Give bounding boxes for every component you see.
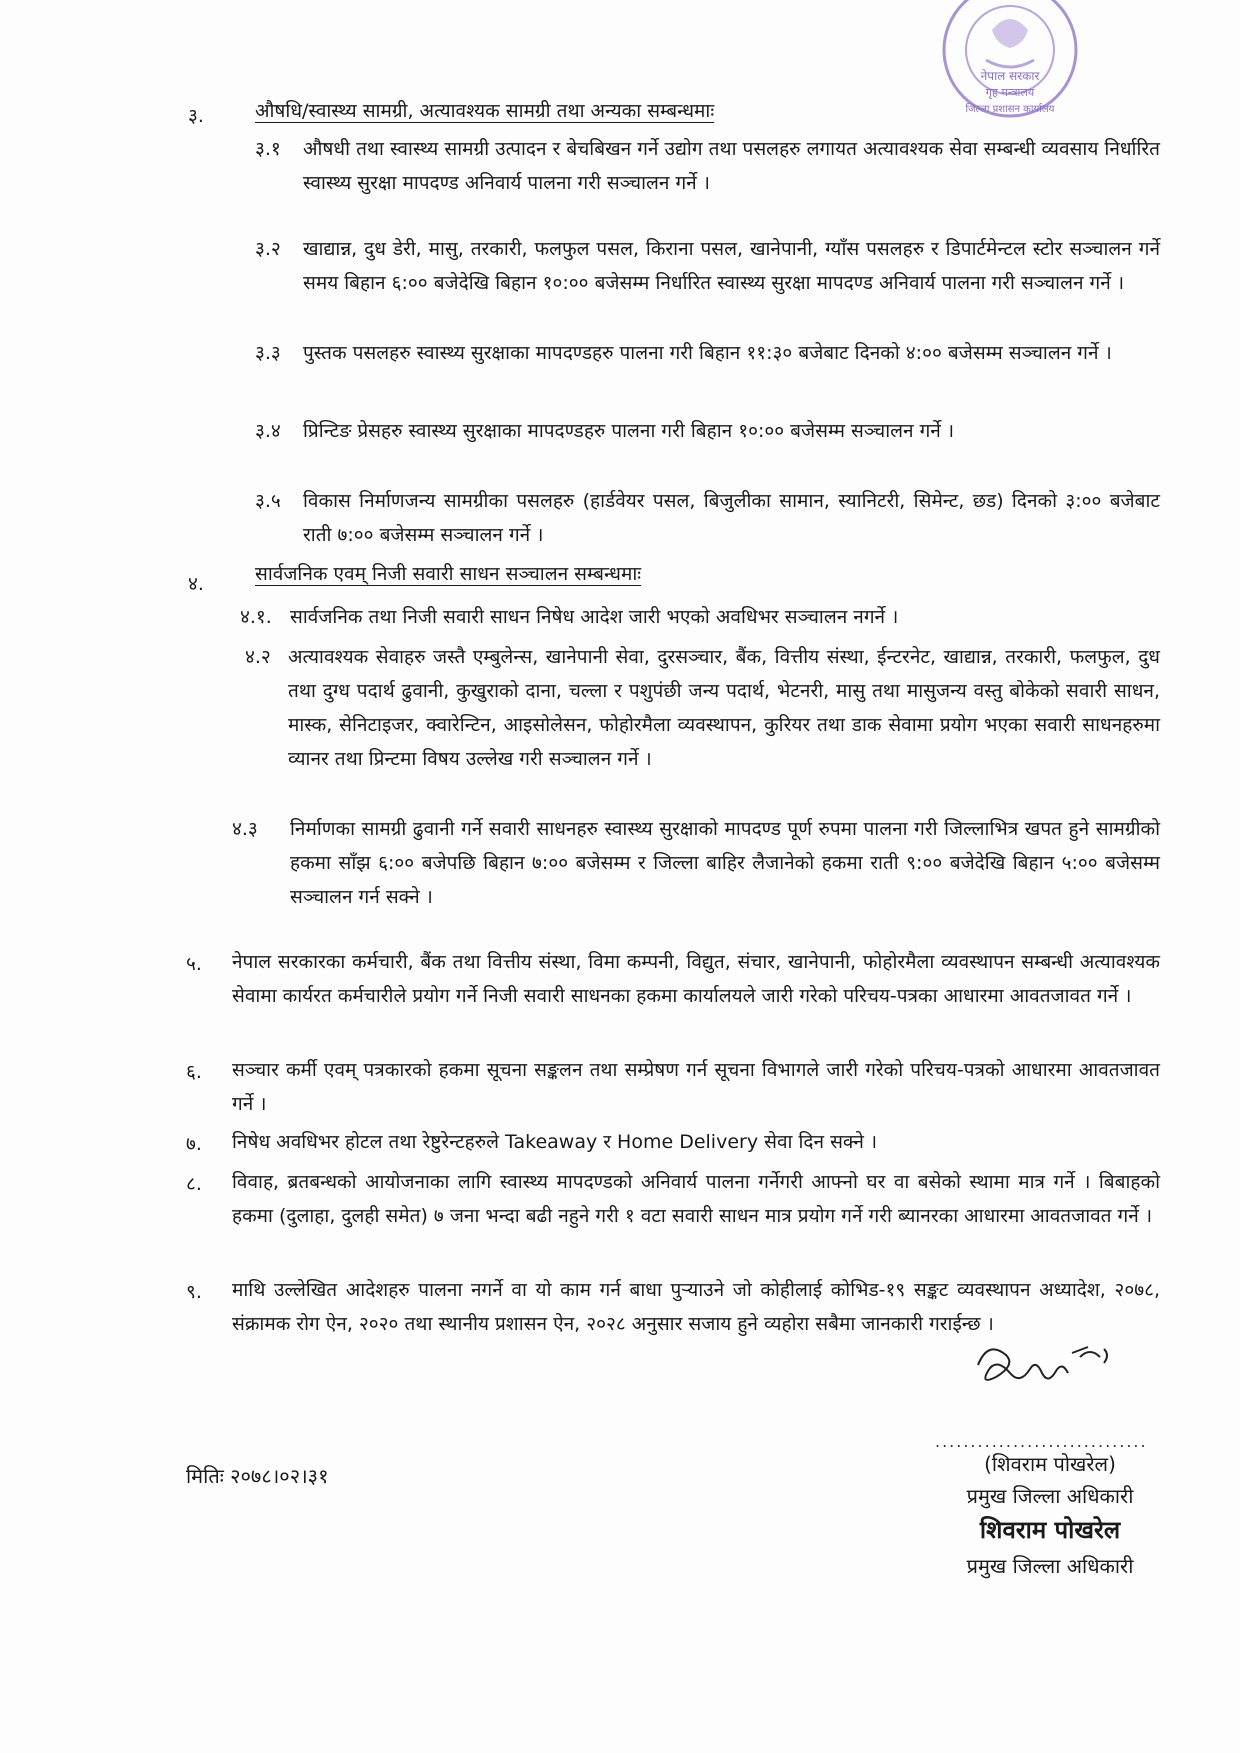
- official-stamp: [930, 0, 1090, 130]
- para-9-text: माथि उल्लेखित आदेशहरु पालना नगर्ने वा यो काम गर्न बाधा पुर्‍याउने जो कोहीलाई कोभिड-१९ सङ्कट व्यवस्थापन अध्यादेश, २०७८, संक्रामक रोग ऐन, २०२० तथा स्थानीय प्रशासन ऐन, २०२८ अनुसार सजाय हुने व्यहोरा सबैमा जानकारी गराईन्छ ।: [232, 1279, 1160, 1335]
- item-3-2-number: ३.२: [255, 238, 281, 260]
- item-3-1-number: ३.१: [255, 138, 281, 160]
- item-4-2-number: ४.२: [245, 646, 271, 668]
- item-3-3-text: पुस्तक पसलहरु स्वास्थ्य सुरक्षाका मापदण्डहरु पालना गरी बिहान ११:३० बजेबाट दिनको ४:०० बजेसम्म सञ्चालन गर्ने ।: [303, 342, 1112, 364]
- item-3-3-number: ३.३: [255, 342, 281, 364]
- para-7-text: निषेध अवधिभर होटल तथा रेष्टुरेन्टहरुले Takeaway र Home Delivery सेवा दिन सक्ने ।: [232, 1131, 878, 1153]
- signatory-name-stamp: शिवराम पोखरेल: [979, 1516, 1121, 1544]
- item-3-4-text: प्रिन्टिङ प्रेसहरु स्वास्थ्य सुरक्षाका मापदण्डहरु पालना गरी बिहान १०:०० बजेसम्म सञ्चालन गर्ने ।: [303, 420, 955, 442]
- signatory-name-parenthetical: (शिवराम पोखरेल): [984, 1452, 1116, 1476]
- document-date: मितिः २०७८।०२।३१: [186, 1464, 329, 1488]
- stamp-line-1: नेपाल सरकार: [980, 69, 1040, 83]
- section-3-number: ३.: [188, 105, 204, 127]
- stamp-line-3: जिल्ला प्रशासन कार्यालय: [965, 104, 1055, 115]
- item-4-3-text: निर्माणका सामग्री ढुवानी गर्ने सवारी साधनहरु स्वास्थ्य सुरक्षाको मापदण्ड पूर्ण रुपमा पालना गरी जिल्लाभित्र खपत हुने सामग्रीको हकमा साँझ ६:०० बजेपछि बिहान ७:०० बजेसम्म र जिल्ला बाहिर लैजानेको हकमा राती ९:०० बजेदेखि बिहान ५:०० बजेसम्म सञ्चालन गर्न सक्ने ।: [290, 818, 1160, 908]
- item-3-5-number: ३.५: [255, 490, 281, 512]
- item-3-2-text: खाद्यान्न, दुध डेरी, मासु, तरकारी, फलफुल पसल, किराना पसल, खानेपानी, ग्याँस पसलहरु र डिपार्टमेन्टल स्टोर सञ्चालन गर्ने समय बिहान ६:०० बजेदेखि बिहान १०:०० बजेसम्म निर्धारित स्वास्थ्य सुरक्षा मापदण्ड अनिवार्य पालना गरी सञ्चालन गर्ने ।: [303, 238, 1160, 294]
- handwritten-signature: [968, 1335, 1128, 1415]
- stamp-line-2: गृह मन्त्रालय: [985, 86, 1035, 99]
- para-5-text: नेपाल सरकारका कर्मचारी, बैंक तथा वित्तीय संस्था, विमा कम्पनी, विद्युत, संचार, खानेपानी, फोहोरमैला व्यवस्थापन सम्बन्धी अत्यावश्यक सेवामा कार्यरत कर्मचारीले प्रयोग गर्ने निजी सवारी साधनका हकमा कार्यालयले जारी गरेको परिचय-पत्रका आधारमा आवतजावत गर्ने ।: [232, 951, 1160, 1007]
- item-3-4-number: ३.४: [255, 420, 281, 442]
- signatory-title: प्रमुख जिल्ला अधिकारी: [966, 1484, 1134, 1508]
- item-4-1-number: ४.१.: [240, 606, 272, 628]
- para-7-number: ७.: [186, 1133, 202, 1155]
- item-4-1-text: सार्वजनिक तथा निजी सवारी साधन निषेध आदेश जारी भएको अवधिभर सञ्चालन नगर्ने ।: [290, 606, 899, 628]
- para-6-number: ६.: [186, 1061, 202, 1083]
- section-4-title: सार्वजनिक एवम् निजी सवारी साधन सञ्चालन सम्बन्धमाः: [255, 563, 642, 585]
- para-8-number: ८.: [186, 1173, 202, 1195]
- para-9-number: ९.: [186, 1281, 202, 1303]
- item-3-1-text: औषधी तथा स्वास्थ्य सामग्री उत्पादन र बेचबिखन गर्ने उद्योग तथा पसलहरु लगायत अत्यावश्यक सेवा सम्बन्धी व्यवसाय निर्धारित स्वास्थ्य सुरक्षा मापदण्ड अनिवार्य पालना गरी सञ्चालन गर्ने ।: [303, 138, 1160, 194]
- section-4-number: ४.: [188, 573, 204, 595]
- signature-dotted-line: ..............................: [935, 1432, 1148, 1451]
- para-6-text: सञ्चार कर्मी एवम् पत्रकारको हकमा सूचना सङ्कलन तथा सम्प्रेषण गर्न सूचना विभागले जारी गरेको परिचय-पत्रको आधारमा आवतजावत गर्ने ।: [232, 1059, 1160, 1115]
- item-3-5-text: विकास निर्माणजन्य सामग्रीका पसलहरु (हार्डवेयर पसल, बिजुलीका सामान, स्यानिटरी, सिमेन्ट, छड) दिनको ३:०० बजेबाट राती ७:०० बजेसम्म सञ्चालन गर्ने ।: [303, 490, 1160, 546]
- section-3-title: औषधि/स्वास्थ्य सामग्री, अत्यावश्यक सामग्री तथा अन्यका सम्बन्धमाः: [255, 100, 715, 122]
- signatory-title-stamp: प्रमुख जिल्ला अधिकारी: [966, 1554, 1134, 1578]
- item-4-3-number: ४.३: [232, 818, 258, 840]
- para-5-number: ५.: [186, 953, 202, 975]
- item-4-2-text: अत्यावश्यक सेवाहरु जस्तै एम्बुलेन्स, खानेपानी सेवा, दुरसञ्चार, बैंक, वित्तीय संस्था, ईन्टरनेट, खाद्यान्न, तरकारी, फलफुल, दुध तथा दुग्ध पदार्थ ढुवानी, कुखुराको दाना, चल्ला र पशुपंछी जन्य पदार्थ, भेटनरी, मासु तथा मासुजन्य वस्तु बोकेको सवारी साधन, मास्क, सेनिटाइजर, क्वारेन्टिन, आइसोलेसन, फोहोरमैला व्यवस्थापन, कुरियर तथा डाक सेवामा प्रयोग भएका सवारी साधनहरुमा व्यानर तथा प्रिन्टमा विषय उल्लेख गरी सञ्चालन गर्ने ।: [288, 646, 1160, 770]
- para-8-text: विवाह, ब्रतबन्धको आयोजनाका लागि स्वास्थ्य मापदण्डको अनिवार्य पालना गर्नेगरी आफ्नो घर वा बसेको स्थामा मात्र गर्ने । बिबाहको हकमा (दुलाहा, दुलही समेत) ७ जना भन्दा बढी नहुने गरी १ वटा सवारी साधन मात्र प्रयोग गर्ने गरी ब्यानरका आधारमा आवतजावत गर्ने ।: [232, 1171, 1160, 1227]
